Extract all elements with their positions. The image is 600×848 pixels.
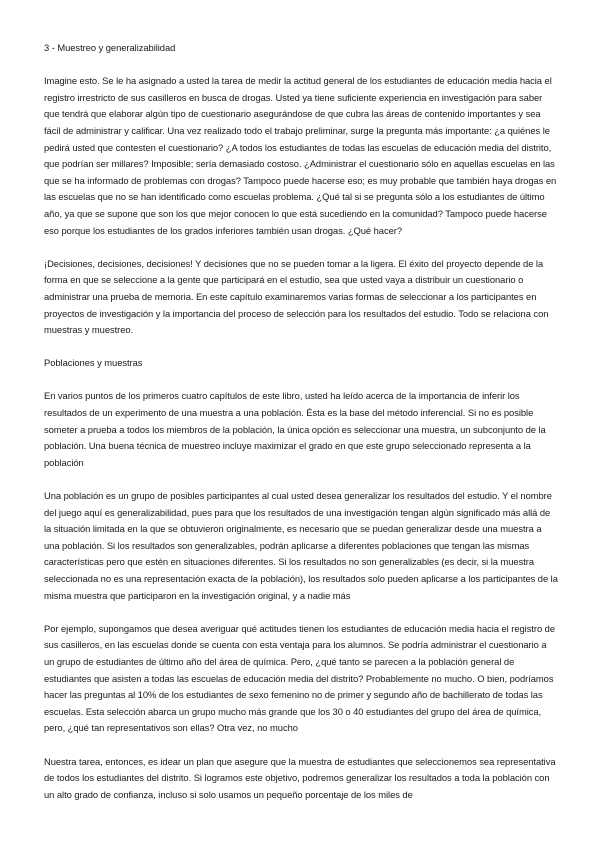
spacer — [44, 737, 558, 754]
section-title: 3 - Muestreo y generalizabilidad — [44, 42, 176, 53]
document-body — [44, 40, 558, 803]
spacer — [44, 339, 558, 356]
subheading-poblaciones: Poblaciones y muestras — [44, 357, 143, 369]
paragraph-decisions: ¡Decisiones, decisiones, decisiones! Y decisiones que no se pueden tomar a la ligera. El éxito del proyecto depende de la forma en que se seleccione a la gente que participará en el estudio, sea que usted vaya a distribuir un cuestionario o administrar una prueba de memoria. En este capítulo examinaremos varias formas de seleccionar a los participantes en proyectos de investigación y la importancia del proceso de selección para los resultados del estudio. Todo se relaciona con muestras y muestreo. — [44, 257, 549, 336]
paragraph-tarea: Nuestra tarea, entonces, es idear un plan que asegure que la muestra de estudiantes que seleccionemos sea representativa de todos los estudiantes del distrito. Si logramos este objetivo, podremos generalizar los resultados a toda la población con un alto grado de confianza, incluso si solo usamos un pequeño porcentaje de los miles de — [44, 755, 556, 800]
paragraph-ejemplo: Por ejemplo, supongamos que desea averiguar qué actitudes tienen los estudiantes de educación media hacia el registro de sus casilleros, en las escuelas donde se cuenta con esta ventaja para los alumnos. Se podría administrar el cuestionario a un grupo de estudiantes de último año del área de química. Pero, ¿qué tanto se parecen a la población general de estudiantes que asisten a todas las escuelas de educación media del distrito? Probablemente no mucho. O bien, podríamos hacer las preguntas al 10% de los estudiantes de sexo femenino no de primer y segundo año de bachillerato de todas las escuelas. Esta selección abarca un grupo mucho más grande que los 30 o 40 estudiantes del grupo del área de química, pero, ¿qué tan representativos son ellas? Otra vez, no mucho — [44, 622, 555, 734]
spacer — [44, 471, 558, 488]
paragraph-inferencia: En varios puntos de los primeros cuatro capítulos de este libro, usted ha leído acerca de la importancia de inferir los resultados de un experimento de una muestra a una población. Ésta es la base del método inferencial. Si no es posible someter a prueba a todos los miembros de la población, la única opción es seleccionar una muestra, un subconjunto de la población. Una buena técnica de muestreo incluye maximizar el grado en que este grupo seleccionado representa a la población — [44, 390, 546, 468]
spacer — [44, 372, 558, 389]
paragraph-poblacion: Una población es un grupo de posibles participantes al cual usted desea generalizar los resultados del estudio. Y el nombre del juego aquí es generalizabilidad, pues para que los resultados de una investigación tengan algún significado más allá de la situación limitada en la que se obtuvieron originalmente, es necesario que se puedan generalizar desde una muestra a una población. Si los resultados son generalizables, podrán aplicarse a diferentes poblaciones que tengan las mismas características pero que estén en situaciones diferentes. Si los resultados no son generalizables (es decir, si la muestra seleccionada no es una representación exacta de la población), los resultados solo pueden aplicarse a los participantes de la misma muestra que participaron en la investigación original, y a nadie más — [44, 490, 558, 601]
spacer — [44, 57, 558, 74]
spacer — [44, 604, 558, 621]
paragraph-intro: Imagine esto. Se le ha asignado a usted la tarea de medir la actitud general de los estudiantes de educación media hacia el registro irrestricto de sus casilleros en busca de drogas. Usted ya tiene suficiente experiencia en investigación para saber que tendrá que elaborar algún tipo de cuestionario asegurándose de que cubra las áreas de contenido importantes y sea fácil de administrar y calificar. Una vez realizado todo el trabajo preliminar, surge la pregunta más importante: ¿a quiénes le pedirá usted que contesten el cuestionario? ¿A todos los estudiantes de todas las escuelas de educación media del distrito, que podrían ser millares? Imposible; sería demasiado costoso. ¿Administrar el cuestionario sólo en aquellas escuelas en las que se ha informado de problemas con drogas? Tampoco puede hacerse eso; es muy probable que también haya drogas en las escuelas que no se han identificado como escuelas problema. ¿Qué tal si se pregunta sólo a los estudiantes de último año, ya que se supone que son los que mejor conocen lo que está sucediendo en la comunidad? Tampoco puede hacerse eso porque los estudiantes de los grados inferiores también usan drogas. ¿Qué hacer? — [44, 75, 557, 236]
spacer — [44, 239, 558, 256]
